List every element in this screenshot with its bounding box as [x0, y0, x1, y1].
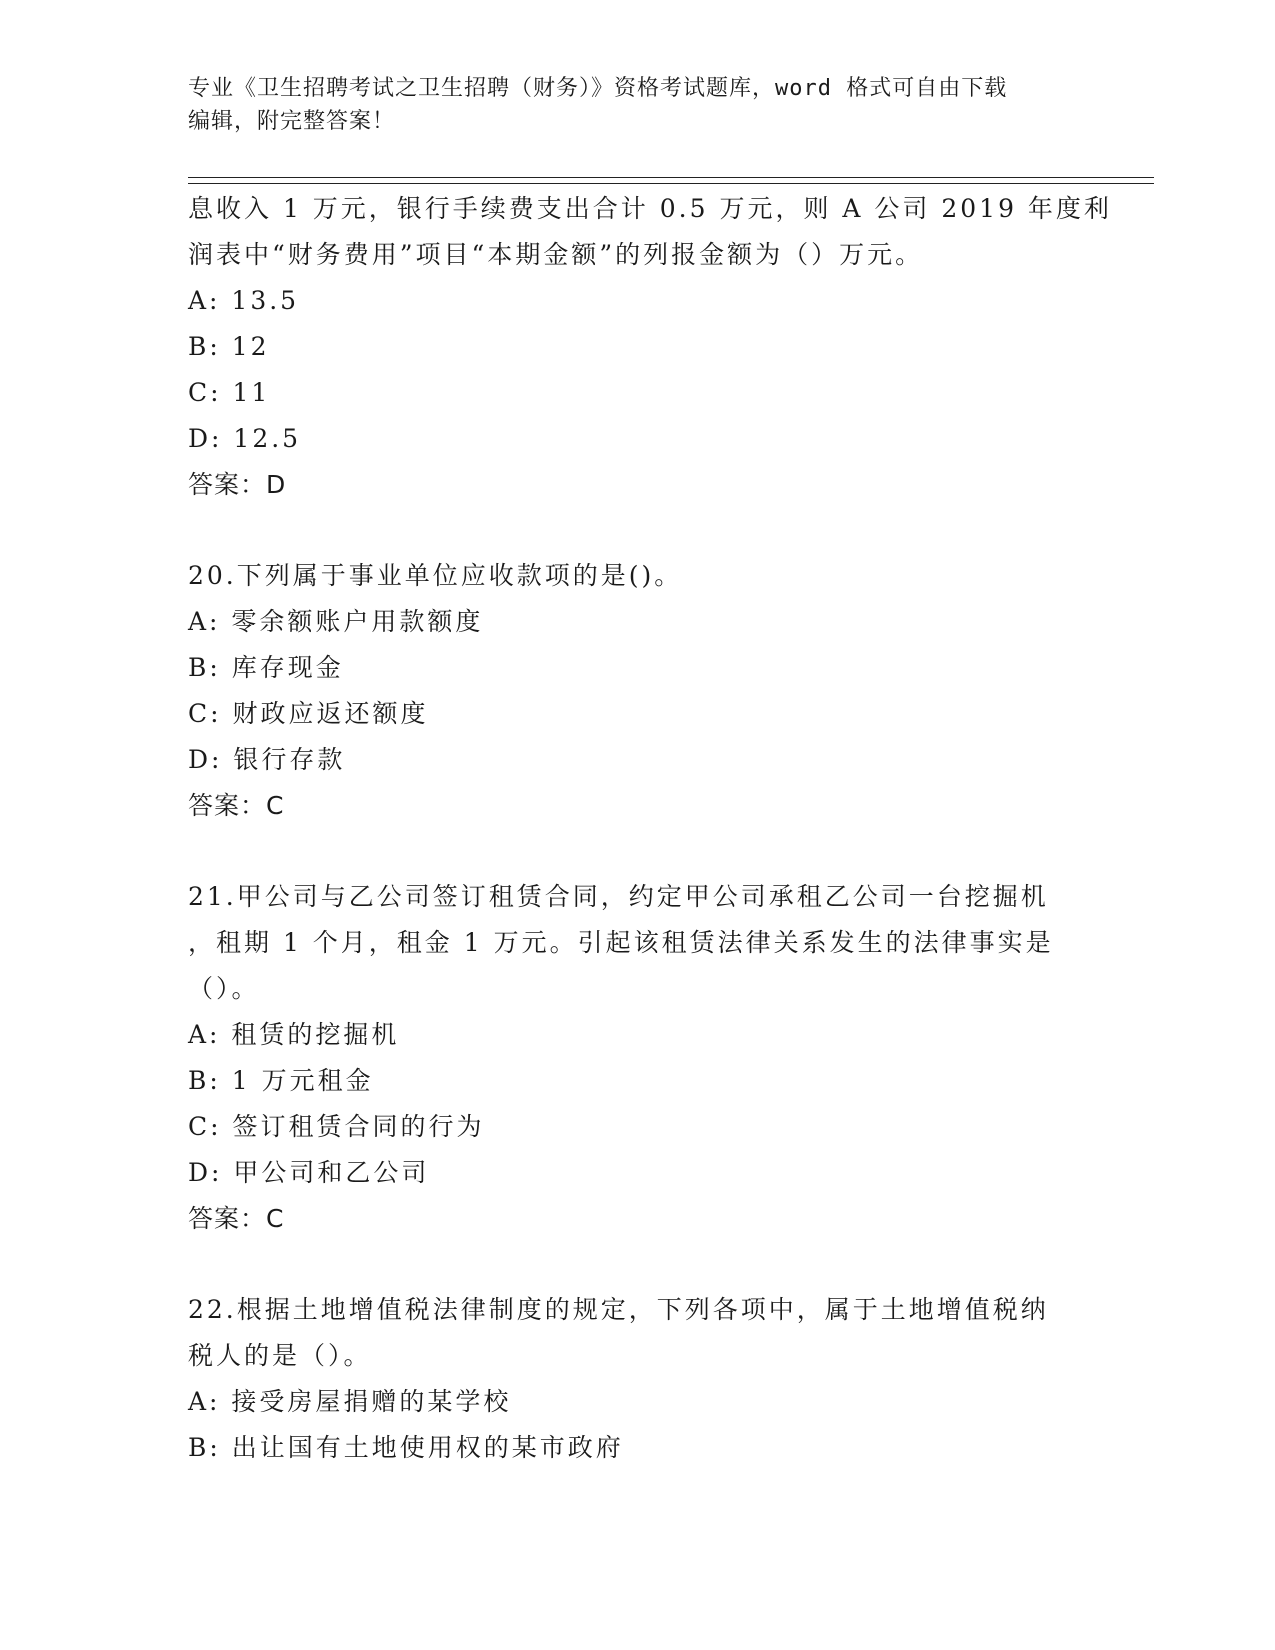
option-b: B: 12 — [188, 332, 270, 361]
header-divider-bottom — [188, 183, 1154, 184]
option-a: A: 接受房屋捐赠的某学校 — [188, 1387, 512, 1416]
answer-line: 答案：C — [188, 791, 285, 820]
option-b: B: 1 万元租金 — [188, 1066, 374, 1095]
option-b: B: 库存现金 — [188, 653, 344, 682]
question-stem-line: 20.下列属于事业单位应收款项的是()。 — [188, 561, 683, 590]
option-c: C: 财政应返还额度 — [188, 699, 429, 728]
question-stem-line: 22.根据土地增值税法律制度的规定，下列各项中，属于土地增值税纳 — [188, 1295, 1049, 1324]
question-stem-line: ，租期 1 个月，租金 1 万元。引起该租赁法律关系发生的法律事实是 — [188, 928, 1054, 957]
option-d: D: 银行存款 — [188, 745, 346, 774]
header-line-2: 编辑，附完整答案！ — [188, 109, 396, 134]
question-stem-line: 息收入 1 万元，银行手续费支出合计 0.5 万元，则 A 公司 2019 年度利 — [188, 194, 1112, 223]
answer-line: 答案：D — [188, 470, 287, 499]
question-stem-line: 税人的是（）。 — [188, 1341, 372, 1370]
option-c: C: 11 — [188, 378, 271, 407]
document-header — [188, 72, 1088, 138]
option-d: D: 甲公司和乙公司 — [188, 1158, 430, 1187]
option-a: A: 租赁的挖掘机 — [188, 1020, 400, 1049]
option-a: A: 零余额账户用款额度 — [188, 607, 484, 636]
question-stem-line: 21.甲公司与乙公司签订租赁合同，约定甲公司承租乙公司一台挖掘机 — [188, 882, 1049, 911]
question-block-20 — [188, 553, 1088, 829]
question-stem-line: （）。 — [188, 974, 260, 1003]
option-b: B: 出让国有土地使用权的某市政府 — [188, 1433, 624, 1462]
header-line-1: 专业《卫生招聘考试之卫生招聘（财务）》资格考试题库，word 格式可自由下载 — [188, 76, 1008, 101]
question-block-19 — [188, 186, 1112, 508]
question-list — [188, 186, 1112, 1471]
question-stem-line: 润表中“财务费用”项目“本期金额”的列报金额为（）万元。 — [188, 240, 924, 269]
question-block-21 — [188, 874, 1088, 1242]
option-c: C: 签订租赁合同的行为 — [188, 1112, 485, 1141]
answer-line: 答案：C — [188, 1204, 285, 1233]
option-a: A: 13.5 — [188, 286, 300, 315]
option-d: D: 12.5 — [188, 424, 302, 453]
header-divider-top — [188, 177, 1154, 178]
question-block-22 — [188, 1287, 1088, 1471]
